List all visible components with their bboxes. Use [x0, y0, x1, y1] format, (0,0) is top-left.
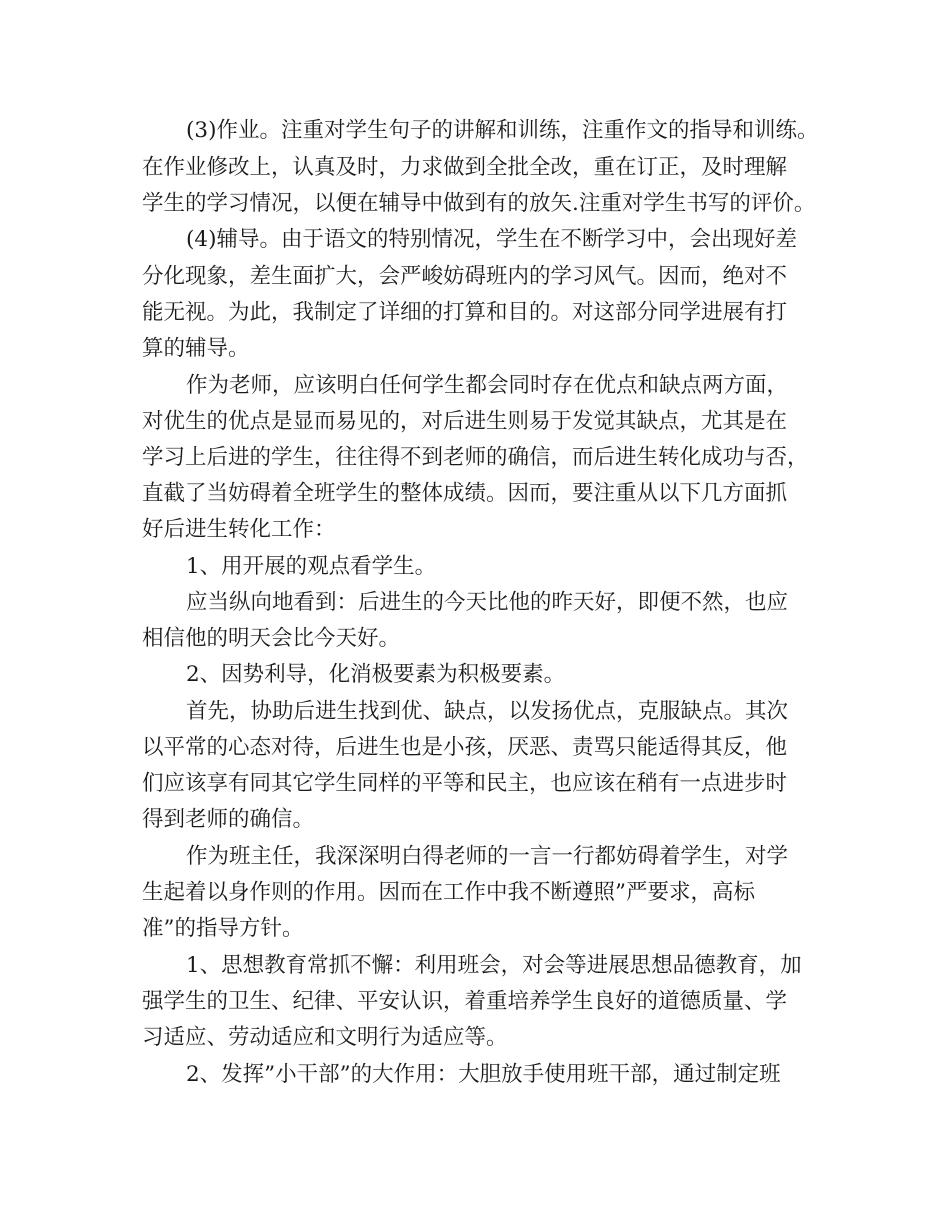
paragraph-line: 应当纵向地看到：后进生的今天比他的昨天好，即便不然，也应 [186, 590, 789, 615]
paragraph-line: 1、思想教育常抓不懈：利用班会，对会等进展思想品德教育，加 [186, 953, 802, 978]
paragraph-line: 学习上后进的学生，往往得不到老师的确信，而后进生转化成功与否， [142, 445, 809, 470]
paragraph-line: 作为班主任，我深深明白得老师的一言一行都妨碍着学生，对学 [186, 844, 789, 869]
paragraph-line: 2、因势利导，化消极要素为积极要素。 [186, 662, 566, 687]
paragraph-line: 好后进生转化工作： [142, 517, 336, 542]
paragraph-line: 得到老师的确信。 [142, 807, 315, 832]
paragraph-line: 们应该享有同其它学生同样的平等和民主，也应该在稍有一点进步时 [142, 771, 788, 796]
paragraph-line: 学生的学习情况，以便在辅导中做到有的放矢.注重对学生书写的评价。 [142, 191, 816, 216]
paragraph-line: 习适应、劳动适应和文明行为适应等。 [142, 1025, 508, 1050]
paragraph-line: 首先，协助后进生找到优、缺点，以发扬优点，克服缺点。其次 [186, 699, 789, 724]
paragraph-line: 在作业修改上，认真及时，力求做到全批全改，重在订正，及时理解 [142, 155, 788, 180]
paragraph-line: 1、用开展的观点看学生。 [186, 554, 437, 579]
paragraph-line: 准”的指导方针。 [142, 916, 304, 941]
paragraph-line: 相信他的明天会比今天好。 [142, 626, 401, 651]
paragraph-line: (3)作业。注重对学生句子的讲解和训练，注重作文的指导和训练。 [186, 118, 819, 143]
paragraph-line: 以平常的心态对待，后进生也是小孩，厌恶、责骂只能适得其反，他 [142, 735, 788, 760]
paragraph-line: 能无视。为此，我制定了详细的打算和目的。对这部分同学进展有打 [142, 300, 788, 325]
paragraph-line: 2、发挥”小干部”的大作用：大胆放手使用班干部，通过制定班 [186, 1062, 781, 1087]
paragraph-line: 作为老师，应该明白任何学生都会同时存在优点和缺点两方面， [186, 373, 789, 398]
paragraph-line: 生起着以身作则的作用。因而在工作中我不断遵照”严要求，高标 [142, 880, 755, 905]
paragraph-line: 直截了当妨碍着全班学生的整体成绩。因而，要注重从以下几方面抓 [142, 481, 788, 506]
paragraph-line: 算的辅导。 [142, 336, 250, 361]
paragraph-line: 分化现象，差生面扩大，会严峻妨碍班内的学习风气。因而，绝对不 [142, 264, 788, 289]
paragraph-line: 强学生的卫生、纪律、平安认识，着重培养学生良好的道德质量、学 [142, 989, 788, 1014]
paragraph-line: (4)辅导。由于语文的特别情况，学生在不断学习中，会出现好差 [186, 227, 797, 252]
paragraph-line: 对优生的优点是显而易见的，对后进生则易于发觉其缺点，尤其是在 [142, 409, 788, 434]
